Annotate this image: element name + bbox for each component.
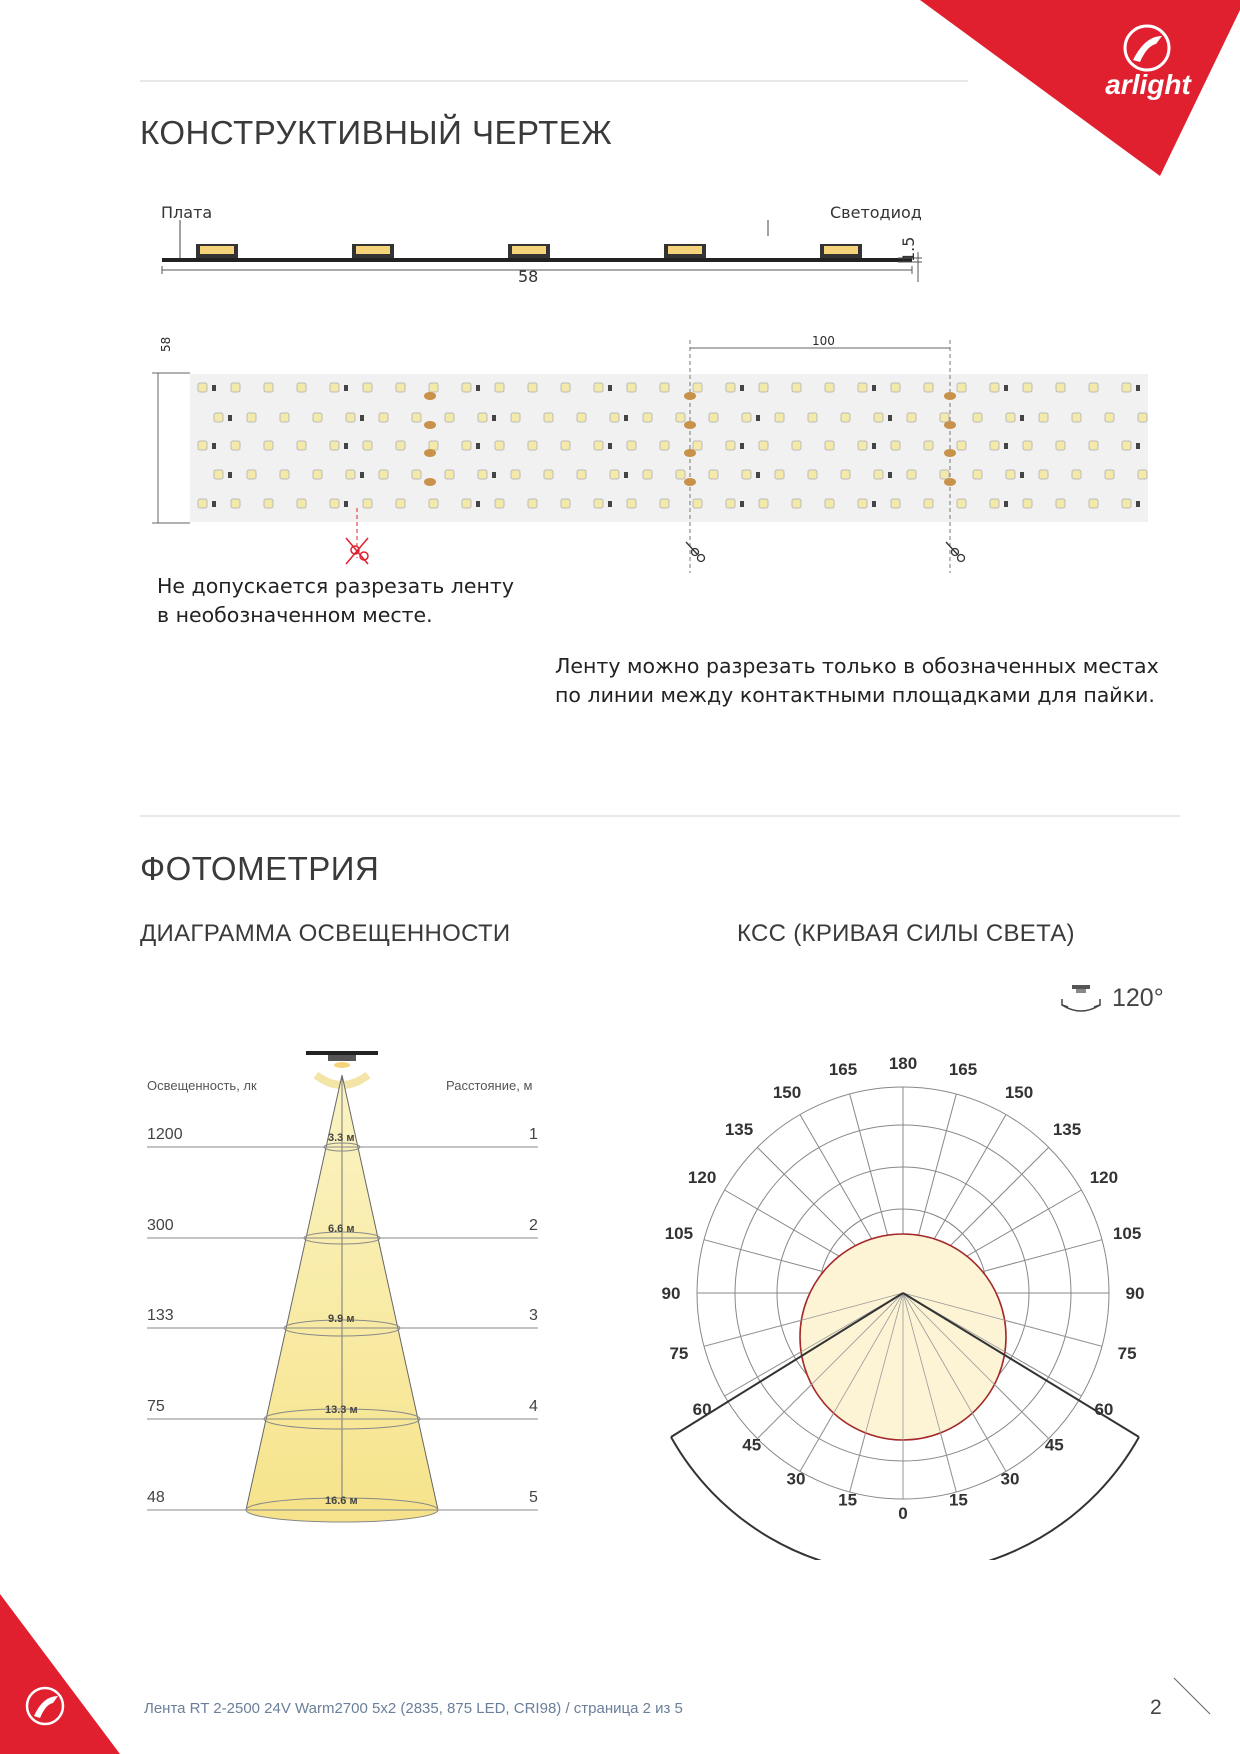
led-chip <box>1039 470 1048 479</box>
lux-value: 75 <box>147 1398 165 1415</box>
led-chip <box>874 470 883 479</box>
led-profile-2 <box>352 244 394 258</box>
solder-pad <box>684 392 696 400</box>
resistor <box>228 415 232 421</box>
led-chip <box>231 383 240 392</box>
led-chip <box>1006 470 1015 479</box>
led-chip <box>676 413 685 422</box>
resistor <box>360 415 364 421</box>
resistor <box>740 443 744 449</box>
polar-angle-label: 15 <box>948 1490 968 1510</box>
polar-angle-label: 75 <box>669 1344 689 1363</box>
resistor <box>344 443 348 449</box>
led-chip <box>1023 441 1032 450</box>
polar-angle-label: 30 <box>786 1469 806 1489</box>
scissors-forbidden-icon <box>346 538 368 564</box>
led-chip <box>330 383 339 392</box>
resistor <box>476 443 480 449</box>
solder-pad <box>424 478 436 486</box>
led-chip <box>462 383 471 392</box>
led-chip <box>429 441 438 450</box>
led-chip <box>1089 383 1098 392</box>
led-chip <box>495 441 504 450</box>
note-line: Ленту можно разрезать только в обозначенных местах <box>555 654 1159 678</box>
solder-pad <box>684 478 696 486</box>
led-chip <box>297 383 306 392</box>
polar-angle-label: 0 <box>898 1504 908 1523</box>
led-chip <box>709 470 718 479</box>
polar-angle-label: 120 <box>687 1168 717 1187</box>
led-profile-1 <box>196 244 238 258</box>
section-title-drawing: КОНСТРУКТИВНЫЙ ЧЕРТЕЖ <box>140 114 613 151</box>
resistor <box>1004 385 1008 391</box>
solder-pad <box>424 392 436 400</box>
led-chip <box>627 383 636 392</box>
profile-width-dim: 58 <box>518 267 539 286</box>
led-chip <box>297 499 306 508</box>
resistor <box>888 472 892 478</box>
spot-diameter: 6.6 м <box>328 1223 355 1235</box>
resistor <box>228 472 232 478</box>
led-chip <box>891 383 900 392</box>
led-chip <box>313 413 322 422</box>
resistor <box>756 472 760 478</box>
beam-angle-value: 120° <box>1112 984 1164 1012</box>
led-chip <box>577 413 586 422</box>
led-chip <box>231 499 240 508</box>
led-chip <box>957 441 966 450</box>
led-chip <box>825 499 834 508</box>
polar-angle-label: 60 <box>692 1400 712 1419</box>
polar-angle-label: 75 <box>1117 1344 1137 1363</box>
led-chip <box>907 470 916 479</box>
led-chip <box>841 470 850 479</box>
resistor <box>872 501 876 507</box>
led-chip <box>198 441 207 450</box>
led-chip <box>214 413 223 422</box>
led-chip <box>231 441 240 450</box>
led-chip <box>825 441 834 450</box>
led-chip <box>1105 470 1114 479</box>
led-chip <box>660 441 669 450</box>
led-chip <box>445 413 454 422</box>
led-chip <box>1072 413 1081 422</box>
led-chip <box>643 413 652 422</box>
led-chip <box>693 499 702 508</box>
led-chip <box>495 499 504 508</box>
led-chip <box>759 383 768 392</box>
resistor <box>740 385 744 391</box>
spot-diameter: 9.9 м <box>328 1313 355 1325</box>
led-chip <box>330 499 339 508</box>
led-chip <box>973 413 982 422</box>
resistor <box>624 472 628 478</box>
polar-angle-label: 150 <box>1004 1083 1034 1103</box>
led-chip <box>858 383 867 392</box>
scissors-cut-icon <box>686 542 705 562</box>
note-forbidden-cut <box>157 572 514 630</box>
resistor <box>344 501 348 507</box>
led-chip <box>429 499 438 508</box>
led-chip <box>1138 470 1147 479</box>
resistor <box>1136 443 1140 449</box>
resistor <box>492 415 496 421</box>
polar-angle-label: 135 <box>724 1120 754 1139</box>
led-chip <box>742 470 751 479</box>
page-corner-line <box>1172 1676 1212 1716</box>
led-chip <box>775 413 784 422</box>
distance-value: 4 <box>529 1398 538 1415</box>
led-chip <box>511 470 520 479</box>
led-chip <box>280 470 289 479</box>
led-chip <box>214 470 223 479</box>
led-chip <box>346 413 355 422</box>
polar-angle-label: 30 <box>1000 1469 1020 1489</box>
led-chip <box>577 470 586 479</box>
led-chip <box>1089 499 1098 508</box>
distance-value: 5 <box>529 1489 538 1506</box>
polar-angle-label: 165 <box>828 1059 858 1079</box>
led-chip <box>561 441 570 450</box>
resistor <box>212 501 216 507</box>
led-chip <box>264 499 273 508</box>
beam-angle-icon <box>1056 983 1106 1021</box>
solder-pad <box>944 478 956 486</box>
led-chip <box>1072 470 1081 479</box>
section-title-photometry: ФОТОМЕТРИЯ <box>140 850 380 887</box>
resistor <box>212 385 216 391</box>
led-chip <box>610 413 619 422</box>
note-allowed-cut <box>555 652 1159 710</box>
note-line: по линии между контактными площадками для пайки. <box>555 683 1155 707</box>
resistor <box>740 501 744 507</box>
led-chip <box>1023 383 1032 392</box>
led-chip <box>264 383 273 392</box>
illuminance-header: Освещенность, лк <box>147 1078 257 1093</box>
resistor <box>608 385 612 391</box>
distance-header: Расстояние, м <box>446 1078 533 1093</box>
resistor <box>1020 415 1024 421</box>
solder-pad <box>944 449 956 457</box>
led-chip <box>363 441 372 450</box>
polar-angle-label: 90 <box>661 1284 681 1303</box>
led-chip <box>544 470 553 479</box>
led-label: Светодиод <box>830 203 922 222</box>
led-chip <box>561 383 570 392</box>
led-chip <box>643 470 652 479</box>
led-chip <box>891 499 900 508</box>
led-chip <box>858 499 867 508</box>
note-line: в необозначенном месте. <box>157 603 433 627</box>
led-chip <box>363 499 372 508</box>
illuminance-title: ДИАГРАММА ОСВЕЩЕННОСТИ <box>140 920 511 947</box>
kss-polar-diagram <box>650 1040 1150 1560</box>
led-chip <box>445 470 454 479</box>
led-chip <box>610 470 619 479</box>
led-chip <box>412 470 421 479</box>
led-chip <box>940 413 949 422</box>
led-chip <box>775 470 784 479</box>
solder-pad <box>684 449 696 457</box>
resistor <box>360 472 364 478</box>
resistor <box>872 443 876 449</box>
illuminance-diagram <box>140 1045 550 1525</box>
profile-drawing <box>150 218 930 288</box>
led-chip <box>1023 499 1032 508</box>
led-chip <box>247 413 256 422</box>
led-chip <box>1122 441 1131 450</box>
led-chip <box>709 413 718 422</box>
strip-segment-dim: 100 <box>812 334 835 348</box>
lux-value: 300 <box>147 1217 174 1234</box>
led-chip <box>924 383 933 392</box>
led-chip <box>825 383 834 392</box>
led-chip <box>379 413 388 422</box>
strip-top-view <box>150 328 1150 573</box>
led-chip <box>313 470 322 479</box>
resistor <box>608 443 612 449</box>
led-chip <box>247 470 256 479</box>
led-chip <box>330 441 339 450</box>
polar-angle-label: 15 <box>838 1490 858 1510</box>
led-chip <box>396 499 405 508</box>
led-chip <box>990 499 999 508</box>
led-chip <box>957 499 966 508</box>
led-chip <box>891 441 900 450</box>
solder-pad <box>424 421 436 429</box>
scissors-cut-icon <box>946 542 965 562</box>
distance-value: 2 <box>529 1217 538 1234</box>
resistor <box>344 385 348 391</box>
led-chip <box>346 470 355 479</box>
led-chip <box>396 441 405 450</box>
polar-angle-label: 180 <box>888 1054 918 1073</box>
polar-angle-label: 90 <box>1125 1284 1145 1303</box>
profile-height-dim: 1.5 <box>899 236 918 262</box>
resistor <box>872 385 876 391</box>
section-divider <box>140 80 968 82</box>
resistor <box>1004 443 1008 449</box>
led-chip <box>198 383 207 392</box>
led-chip <box>693 383 702 392</box>
footer-doc-title: Лента RT 2-2500 24V Warm2700 5x2 (2835, 875 LED, CRI98) / страница 2 из 5 <box>144 1700 683 1717</box>
resistor <box>608 501 612 507</box>
led-chip <box>907 413 916 422</box>
led-chip <box>957 383 966 392</box>
led-chip <box>792 383 801 392</box>
led-chip <box>528 499 537 508</box>
led-chip <box>792 499 801 508</box>
resistor <box>756 415 760 421</box>
brand-corner <box>920 0 1240 176</box>
led-chip <box>726 499 735 508</box>
led-chip <box>660 383 669 392</box>
led-chip <box>429 383 438 392</box>
led-chip <box>1138 413 1147 422</box>
led-chip <box>940 470 949 479</box>
led-chip <box>874 413 883 422</box>
solder-pad <box>684 421 696 429</box>
led-chip <box>544 413 553 422</box>
led-chip <box>198 499 207 508</box>
led-chip <box>412 413 421 422</box>
led-chip <box>924 441 933 450</box>
resistor <box>888 415 892 421</box>
led-chip <box>759 441 768 450</box>
led-chip <box>594 383 603 392</box>
led-chip <box>379 470 388 479</box>
resistor <box>476 501 480 507</box>
led-chip <box>1122 383 1131 392</box>
led-chip <box>478 413 487 422</box>
led-chip <box>396 383 405 392</box>
solder-pad <box>944 392 956 400</box>
brand-name: arlight <box>1105 69 1191 100</box>
polar-angle-label: 60 <box>1094 1400 1114 1419</box>
spot-diameter: 16.6 м <box>325 1495 358 1507</box>
led-chip <box>528 383 537 392</box>
led-chip <box>726 441 735 450</box>
led-chip <box>792 441 801 450</box>
led-chip <box>841 413 850 422</box>
led-chip <box>676 470 685 479</box>
resistor <box>1020 472 1024 478</box>
led-chip <box>478 470 487 479</box>
lux-value: 1200 <box>147 1126 183 1143</box>
led-chip <box>1089 441 1098 450</box>
kss-title: КСС (КРИВАЯ СИЛЫ СВЕТА) <box>737 920 1075 947</box>
brand-corner-bottom <box>0 1594 120 1754</box>
led-chip <box>627 499 636 508</box>
led-chip <box>297 441 306 450</box>
led-chip <box>1122 499 1131 508</box>
polar-angle-label: 120 <box>1089 1168 1119 1187</box>
led-chip <box>660 499 669 508</box>
led-chip <box>1039 413 1048 422</box>
resistor <box>212 443 216 449</box>
led-chip <box>561 499 570 508</box>
led-chip <box>495 383 504 392</box>
spot-diameter: 13.3 м <box>325 1404 358 1416</box>
resistor <box>1136 501 1140 507</box>
led-chip <box>511 413 520 422</box>
polar-angle-label: 105 <box>1112 1224 1142 1243</box>
led-chip <box>627 441 636 450</box>
led-profile-5 <box>820 244 862 258</box>
led-chip <box>462 441 471 450</box>
led-chip <box>1056 499 1065 508</box>
distance-value: 3 <box>529 1307 538 1324</box>
board-label: Плата <box>161 203 213 222</box>
note-line: Не допускается разрезать ленту <box>157 574 514 598</box>
polar-angle-label: 45 <box>1044 1435 1064 1455</box>
lux-value: 48 <box>147 1489 165 1506</box>
solder-pad <box>424 449 436 457</box>
section-divider <box>140 815 1180 817</box>
led-chip <box>808 413 817 422</box>
led-chip <box>973 470 982 479</box>
led-chip <box>1105 413 1114 422</box>
led-profile-3 <box>508 244 550 258</box>
led-chip <box>363 383 372 392</box>
led-profile-4 <box>664 244 706 258</box>
led-chip <box>264 441 273 450</box>
led-chip <box>528 441 537 450</box>
resistor <box>1004 501 1008 507</box>
led-chip <box>858 441 867 450</box>
spot-diameter: 3.3 м <box>328 1132 355 1144</box>
led-chip <box>462 499 471 508</box>
led-chip <box>280 413 289 422</box>
led-chip <box>1056 441 1065 450</box>
led-chip <box>808 470 817 479</box>
resistor <box>624 415 628 421</box>
polar-angle-label: 45 <box>742 1435 762 1455</box>
lux-value: 133 <box>147 1307 174 1324</box>
polar-angle-label: 150 <box>772 1083 802 1103</box>
polar-angle-label: 105 <box>664 1224 694 1243</box>
led-chip <box>742 413 751 422</box>
resistor <box>492 472 496 478</box>
distance-value: 1 <box>529 1126 538 1143</box>
resistor <box>476 385 480 391</box>
led-chip <box>594 441 603 450</box>
led-chip <box>1006 413 1015 422</box>
polar-angle-label: 135 <box>1052 1120 1082 1139</box>
page-number: 2 <box>1150 1696 1162 1719</box>
led-chip <box>924 499 933 508</box>
polar-angle-label: 165 <box>948 1059 978 1079</box>
led-chip <box>990 441 999 450</box>
led-chip <box>594 499 603 508</box>
solder-pad <box>944 421 956 429</box>
strip-width-dim: 58 <box>159 336 173 352</box>
led-chip <box>990 383 999 392</box>
led-chip <box>1056 383 1065 392</box>
resistor <box>1136 385 1140 391</box>
led-chip <box>759 499 768 508</box>
led-chip <box>726 383 735 392</box>
led-chip <box>693 441 702 450</box>
